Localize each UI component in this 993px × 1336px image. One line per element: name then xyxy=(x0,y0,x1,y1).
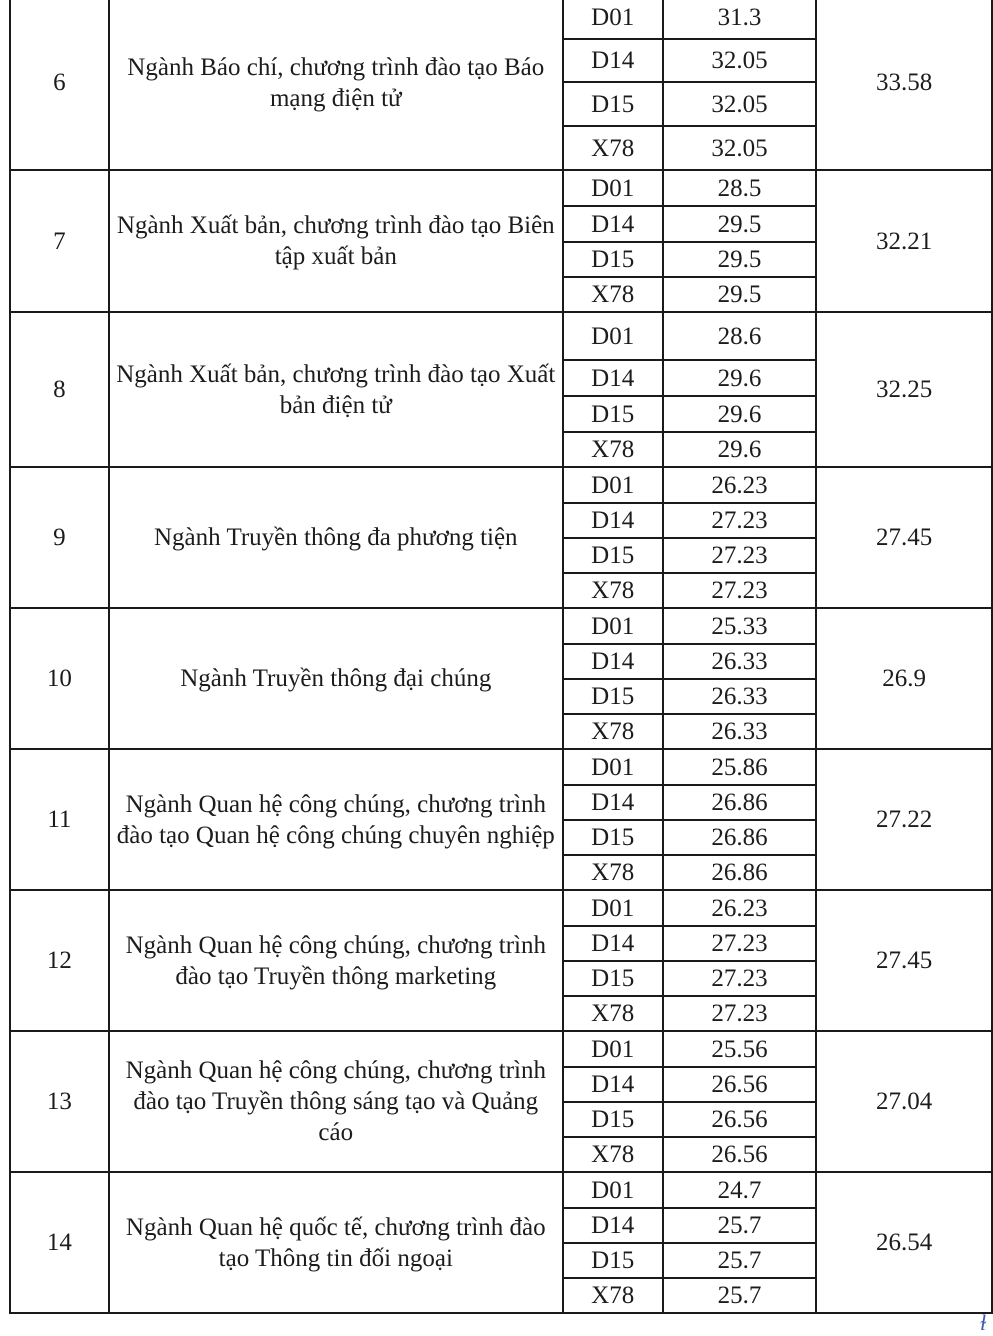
combination-score: 29.6 xyxy=(663,360,817,396)
table-row xyxy=(10,467,992,503)
row-number: 11 xyxy=(10,749,109,890)
combination-score: 25.33 xyxy=(663,608,817,644)
cutoff-score: 32.25 xyxy=(816,312,992,467)
combination-score: 28.6 xyxy=(663,312,817,360)
combination-score: 26.33 xyxy=(663,679,817,714)
major-name: Ngành Quan hệ công chúng, chương trình đào tạo Truyền thông marketing xyxy=(109,890,563,1031)
subject-combination: D15 xyxy=(563,538,663,573)
subject-combination: X78 xyxy=(563,996,663,1031)
row-number: 9 xyxy=(10,467,109,608)
combination-score: 26.56 xyxy=(663,1137,817,1172)
combination-score: 26.56 xyxy=(663,1067,817,1102)
subject-combination: D14 xyxy=(563,785,663,820)
row-number: 6 xyxy=(10,0,109,170)
table-row xyxy=(10,0,992,39)
combination-score: 24.7 xyxy=(663,1172,817,1208)
major-name: Ngành Báo chí, chương trình đào tạo Báo mạng điện tử xyxy=(109,0,563,170)
combination-score: 26.23 xyxy=(663,890,817,926)
subject-combination: D01 xyxy=(563,1031,663,1067)
subject-combination: D15 xyxy=(563,820,663,855)
subject-combination: X78 xyxy=(563,855,663,890)
combination-score: 25.7 xyxy=(663,1278,817,1313)
cutoff-score: 27.04 xyxy=(816,1031,992,1172)
combination-score: 32.05 xyxy=(663,39,817,82)
combination-score: 26.33 xyxy=(663,714,817,749)
cutoff-score: 26.54 xyxy=(816,1172,992,1313)
combination-score: 27.23 xyxy=(663,996,817,1031)
table-row xyxy=(10,1172,992,1208)
combination-score: 29.6 xyxy=(663,396,817,432)
combination-score: 26.33 xyxy=(663,644,817,679)
cutoff-score: 27.45 xyxy=(816,467,992,608)
combination-score: 27.23 xyxy=(663,538,817,573)
subject-combination: D01 xyxy=(563,170,663,206)
row-number: 10 xyxy=(10,608,109,749)
subject-combination: X78 xyxy=(563,432,663,467)
subject-combination: X78 xyxy=(563,714,663,749)
table-row xyxy=(10,608,992,644)
subject-combination: D14 xyxy=(563,644,663,679)
table-row xyxy=(10,170,992,206)
table-body xyxy=(10,0,992,1313)
subject-combination: D14 xyxy=(563,1067,663,1102)
subject-combination: D15 xyxy=(563,1102,663,1137)
major-name: Ngành Quan hệ công chúng, chương trình đào tạo Truyền thông sáng tạo và Quảng cáo xyxy=(109,1031,563,1172)
subject-combination: D01 xyxy=(563,467,663,503)
cutoff-score: 27.45 xyxy=(816,890,992,1031)
combination-score: 29.5 xyxy=(663,242,817,277)
subject-combination: D01 xyxy=(563,1172,663,1208)
subject-combination: X78 xyxy=(563,126,663,170)
subject-combination: D01 xyxy=(563,608,663,644)
combination-score: 25.56 xyxy=(663,1031,817,1067)
table-row xyxy=(10,890,992,926)
row-number: 12 xyxy=(10,890,109,1031)
subject-combination: D15 xyxy=(563,1243,663,1278)
cutoff-score: 32.21 xyxy=(816,170,992,312)
combination-score: 26.86 xyxy=(663,785,817,820)
combination-score: 26.23 xyxy=(663,467,817,503)
table-row xyxy=(10,1031,992,1067)
combination-score: 25.7 xyxy=(663,1208,817,1243)
major-name: Ngành Xuất bản, chương trình đào tạo Xuất bản điện tử xyxy=(109,312,563,467)
subject-combination: D14 xyxy=(563,360,663,396)
combination-score: 27.23 xyxy=(663,503,817,538)
row-number: 13 xyxy=(10,1031,109,1172)
subject-combination: D01 xyxy=(563,890,663,926)
subject-combination: D01 xyxy=(563,749,663,785)
combination-score: 27.23 xyxy=(663,573,817,608)
subject-combination: X78 xyxy=(563,573,663,608)
cutoff-score: 26.9 xyxy=(816,608,992,749)
combination-score: 26.86 xyxy=(663,820,817,855)
subject-combination: D15 xyxy=(563,961,663,996)
subject-combination: D14 xyxy=(563,39,663,82)
combination-score: 27.23 xyxy=(663,961,817,996)
subject-combination: D14 xyxy=(563,503,663,538)
major-name: Ngành Quan hệ công chúng, chương trình đào tạo Quan hệ công chúng chuyên nghiệp xyxy=(109,749,563,890)
subject-combination: D15 xyxy=(563,679,663,714)
major-name: Ngành Xuất bản, chương trình đào tạo Biên tập xuất bản xyxy=(109,170,563,312)
combination-score: 29.5 xyxy=(663,206,817,242)
subject-combination: X78 xyxy=(563,1137,663,1172)
subject-combination: D14 xyxy=(563,1208,663,1243)
major-name: Ngành Truyền thông đa phương tiện xyxy=(109,467,563,608)
row-number: 8 xyxy=(10,312,109,467)
table-row xyxy=(10,312,992,360)
subject-combination: D01 xyxy=(563,0,663,39)
combination-score: 26.86 xyxy=(663,855,817,890)
subject-combination: D15 xyxy=(563,396,663,432)
combination-score: 29.6 xyxy=(663,432,817,467)
combination-score: 26.56 xyxy=(663,1102,817,1137)
combination-score: 29.5 xyxy=(663,277,817,312)
subject-combination: D14 xyxy=(563,206,663,242)
major-name: Ngành Quan hệ quốc tế, chương trình đào tạo Thông tin đối ngoại xyxy=(109,1172,563,1313)
handwritten-mark: ɫ xyxy=(980,1310,987,1335)
major-name: Ngành Truyền thông đại chúng xyxy=(109,608,563,749)
subject-combination: D15 xyxy=(563,242,663,277)
row-number: 7 xyxy=(10,170,109,312)
subject-combination: D14 xyxy=(563,926,663,961)
row-number: 14 xyxy=(10,1172,109,1313)
combination-score: 31.3 xyxy=(663,0,817,39)
admission-score-table xyxy=(9,0,993,1314)
combination-score: 28.5 xyxy=(663,170,817,206)
combination-score: 25.86 xyxy=(663,749,817,785)
table-row xyxy=(10,749,992,785)
combination-score: 32.05 xyxy=(663,126,817,170)
combination-score: 27.23 xyxy=(663,926,817,961)
cutoff-score: 27.22 xyxy=(816,749,992,890)
subject-combination: X78 xyxy=(563,1278,663,1313)
subject-combination: D15 xyxy=(563,82,663,126)
combination-score: 25.7 xyxy=(663,1243,817,1278)
cutoff-score: 33.58 xyxy=(816,0,992,170)
subject-combination: X78 xyxy=(563,277,663,312)
combination-score: 32.05 xyxy=(663,82,817,126)
subject-combination: D01 xyxy=(563,312,663,360)
